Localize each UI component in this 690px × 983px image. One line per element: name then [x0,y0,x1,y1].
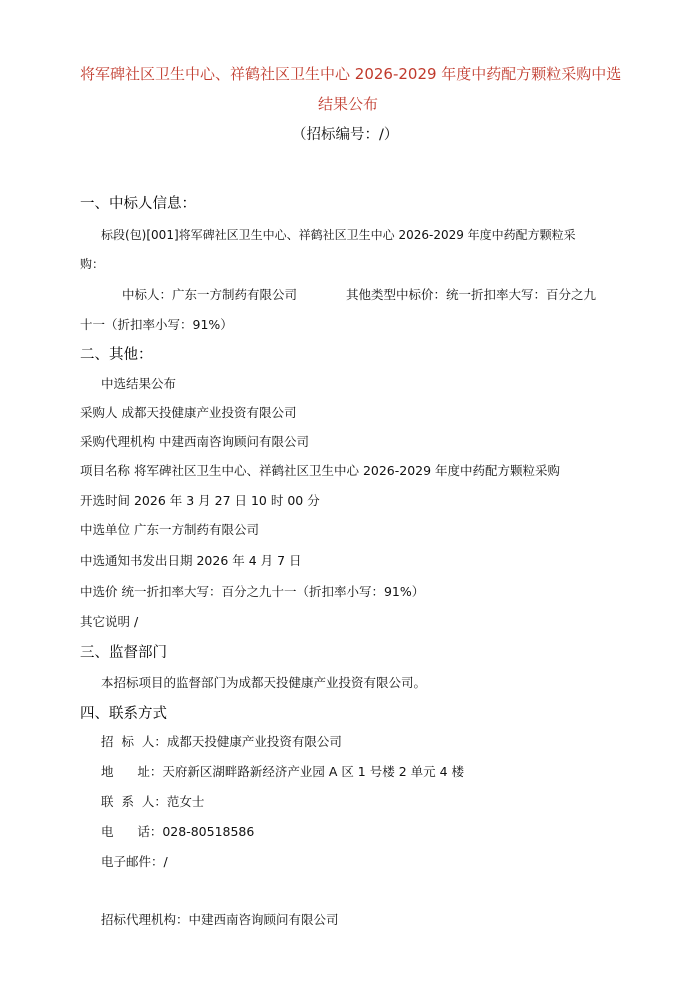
info-row: 中选单位 广东一方制药有限公司 [80,522,259,537]
lot-line-2: 购： [80,257,105,271]
contact-row: 联 系 人：范女士 [101,794,205,809]
price-line-2: 十一（折扣率小写：91%） [80,317,233,332]
contact-row: 地 址：天府新区湖畔路新经济产业园 A 区 1 号楼 2 单元 4 楼 [101,764,465,779]
contact-row: 招 标 人：成都天投健康产业投资有限公司 [101,734,342,749]
contact-row: 电子邮件：/ [101,854,168,869]
bid-number: （招标编号：/） [292,127,399,143]
info-row: 采购人 成都天投健康产业投资有限公司 [80,405,297,420]
info-row: 采购代理机构 中建西南咨询顾问有限公司 [80,434,309,449]
lot-line-1: 标段(包)[001]将军碑社区卫生中心、祥鹤社区卫生中心 2026-2029 年度中药配方颗粒采 [101,228,576,242]
supervision-text: 本招标项目的监督部门为成都天投健康产业投资有限公司。 [101,675,427,690]
winner: 中标人：广东一方制药有限公司 [122,287,298,302]
info-row: 其它说明 / [80,614,139,629]
section-2-subtitle: 中选结果公布 [101,376,177,391]
info-row: 中选价 统一折扣率大写：百分之九十一（折扣率小写：91%） [80,584,425,599]
info-row: 项目名称 将军碑社区卫生中心、祥鹤社区卫生中心 2026-2029 年度中药配方颗粒采购 [80,463,561,478]
section-1-heading: 一、中标人信息： [80,196,196,212]
doc-title-line1: 将军碑社区卫生中心、祥鹤社区卫生中心 2026-2029 年度中药配方颗粒采购中选 [80,65,622,83]
price-line-1: 其他类型中标价：统一折扣率大写：百分之九 [346,287,597,302]
agency-contact: 招标代理机构：中建西南咨询顾问有限公司 [101,912,339,927]
section-4-heading: 四、联系方式 [80,706,167,722]
doc-title-line2: 结果公布 [318,95,379,113]
section-3-heading: 三、监督部门 [80,645,167,661]
info-row: 中选通知书发出日期 2026 年 4 月 7 日 [80,553,302,568]
info-row: 开选时间 2026 年 3 月 27 日 10 时 00 分 [80,493,320,508]
contact-row: 电 话：028-80518586 [101,824,255,839]
section-2-heading: 二、其他： [80,347,153,363]
